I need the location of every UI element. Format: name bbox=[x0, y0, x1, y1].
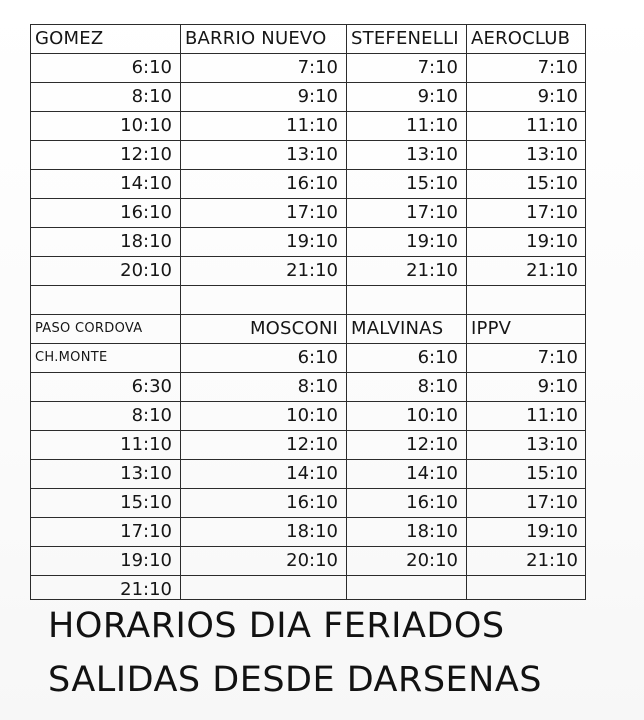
column-header: GOMEZ bbox=[35, 28, 104, 49]
title-line-2: SALIDAS DESDE DARSENAS bbox=[48, 660, 542, 700]
column-header: MOSCONI bbox=[249, 318, 338, 339]
time-cell: 13:10 bbox=[526, 434, 578, 455]
time-cell: 18:10 bbox=[120, 231, 172, 252]
column-rule bbox=[585, 24, 586, 600]
column-rule bbox=[466, 24, 467, 600]
time-cell: 10:10 bbox=[120, 115, 172, 136]
time-cell: 17:10 bbox=[286, 202, 338, 223]
time-cell: 11:10 bbox=[406, 115, 458, 136]
time-cell: 7:10 bbox=[417, 57, 458, 78]
time-cell: 6:10 bbox=[131, 57, 172, 78]
time-cell: 13:10 bbox=[286, 144, 338, 165]
time-cell: 7:10 bbox=[537, 347, 578, 368]
time-cell: 13:10 bbox=[120, 463, 172, 484]
time-cell: 13:10 bbox=[526, 144, 578, 165]
time-cell: 12:10 bbox=[120, 144, 172, 165]
time-cell: 16:10 bbox=[286, 492, 338, 513]
column-rule bbox=[30, 24, 31, 600]
time-cell: 20:10 bbox=[406, 550, 458, 571]
column-rule bbox=[180, 24, 181, 600]
column-header: IPPV bbox=[471, 318, 512, 339]
column-header: MALVINAS bbox=[351, 318, 444, 339]
time-cell: 6:10 bbox=[417, 347, 458, 368]
time-cell: 15:10 bbox=[406, 173, 458, 194]
time-cell: 17:10 bbox=[526, 202, 578, 223]
time-cell: 17:10 bbox=[526, 492, 578, 513]
time-cell: 11:10 bbox=[286, 115, 338, 136]
time-cell: 16:10 bbox=[406, 492, 458, 513]
time-cell: 19:10 bbox=[286, 231, 338, 252]
time-cell: 21:10 bbox=[120, 579, 172, 600]
time-cell: 20:10 bbox=[120, 260, 172, 281]
time-cell: 11:10 bbox=[526, 405, 578, 426]
time-cell: 9:10 bbox=[417, 86, 458, 107]
time-cell: 14:10 bbox=[406, 463, 458, 484]
time-cell: 21:10 bbox=[406, 260, 458, 281]
time-cell: 14:10 bbox=[120, 173, 172, 194]
schedule-grid bbox=[30, 24, 586, 600]
title-line-1: HORARIOS DIA FERIADOS bbox=[48, 606, 505, 646]
time-cell: 8:10 bbox=[131, 86, 172, 107]
time-cell: 16:10 bbox=[286, 173, 338, 194]
time-cell: 10:10 bbox=[406, 405, 458, 426]
time-cell: 12:10 bbox=[286, 434, 338, 455]
time-cell: 7:10 bbox=[537, 57, 578, 78]
time-cell: 9:10 bbox=[297, 86, 338, 107]
time-cell: 12:10 bbox=[406, 434, 458, 455]
time-cell: 18:10 bbox=[286, 521, 338, 542]
time-cell: 17:10 bbox=[406, 202, 458, 223]
column-rule bbox=[346, 24, 347, 600]
column-header: AEROCLUB bbox=[471, 28, 571, 49]
time-cell: 8:10 bbox=[297, 376, 338, 397]
column-subheader: CH.MONTE bbox=[35, 350, 108, 365]
column-header: STEFENELLI bbox=[351, 28, 459, 49]
time-cell: 14:10 bbox=[286, 463, 338, 484]
column-header: PASO CORDOVA bbox=[35, 321, 143, 336]
time-cell: 6:10 bbox=[297, 347, 338, 368]
time-cell: 11:10 bbox=[120, 434, 172, 455]
time-cell: 16:10 bbox=[120, 202, 172, 223]
time-cell: 20:10 bbox=[286, 550, 338, 571]
time-cell: 19:10 bbox=[120, 550, 172, 571]
time-cell: 11:10 bbox=[526, 115, 578, 136]
time-cell: 21:10 bbox=[526, 550, 578, 571]
time-cell: 15:10 bbox=[526, 463, 578, 484]
time-cell: 18:10 bbox=[406, 521, 458, 542]
time-cell: 9:10 bbox=[537, 86, 578, 107]
time-cell: 9:10 bbox=[537, 376, 578, 397]
time-cell: 8:10 bbox=[417, 376, 458, 397]
time-cell: 19:10 bbox=[526, 231, 578, 252]
time-cell: 13:10 bbox=[406, 144, 458, 165]
time-cell: 21:10 bbox=[286, 260, 338, 281]
time-cell: 17:10 bbox=[120, 521, 172, 542]
time-cell: 10:10 bbox=[286, 405, 338, 426]
time-cell: 21:10 bbox=[526, 260, 578, 281]
time-cell: 15:10 bbox=[120, 492, 172, 513]
time-cell: 7:10 bbox=[297, 57, 338, 78]
time-cell: 15:10 bbox=[526, 173, 578, 194]
row-rule bbox=[30, 285, 586, 286]
time-cell: 19:10 bbox=[526, 521, 578, 542]
time-cell: 8:10 bbox=[131, 405, 172, 426]
time-cell: 6:30 bbox=[131, 376, 172, 397]
time-cell: 19:10 bbox=[406, 231, 458, 252]
column-header: BARRIO NUEVO bbox=[185, 28, 327, 49]
